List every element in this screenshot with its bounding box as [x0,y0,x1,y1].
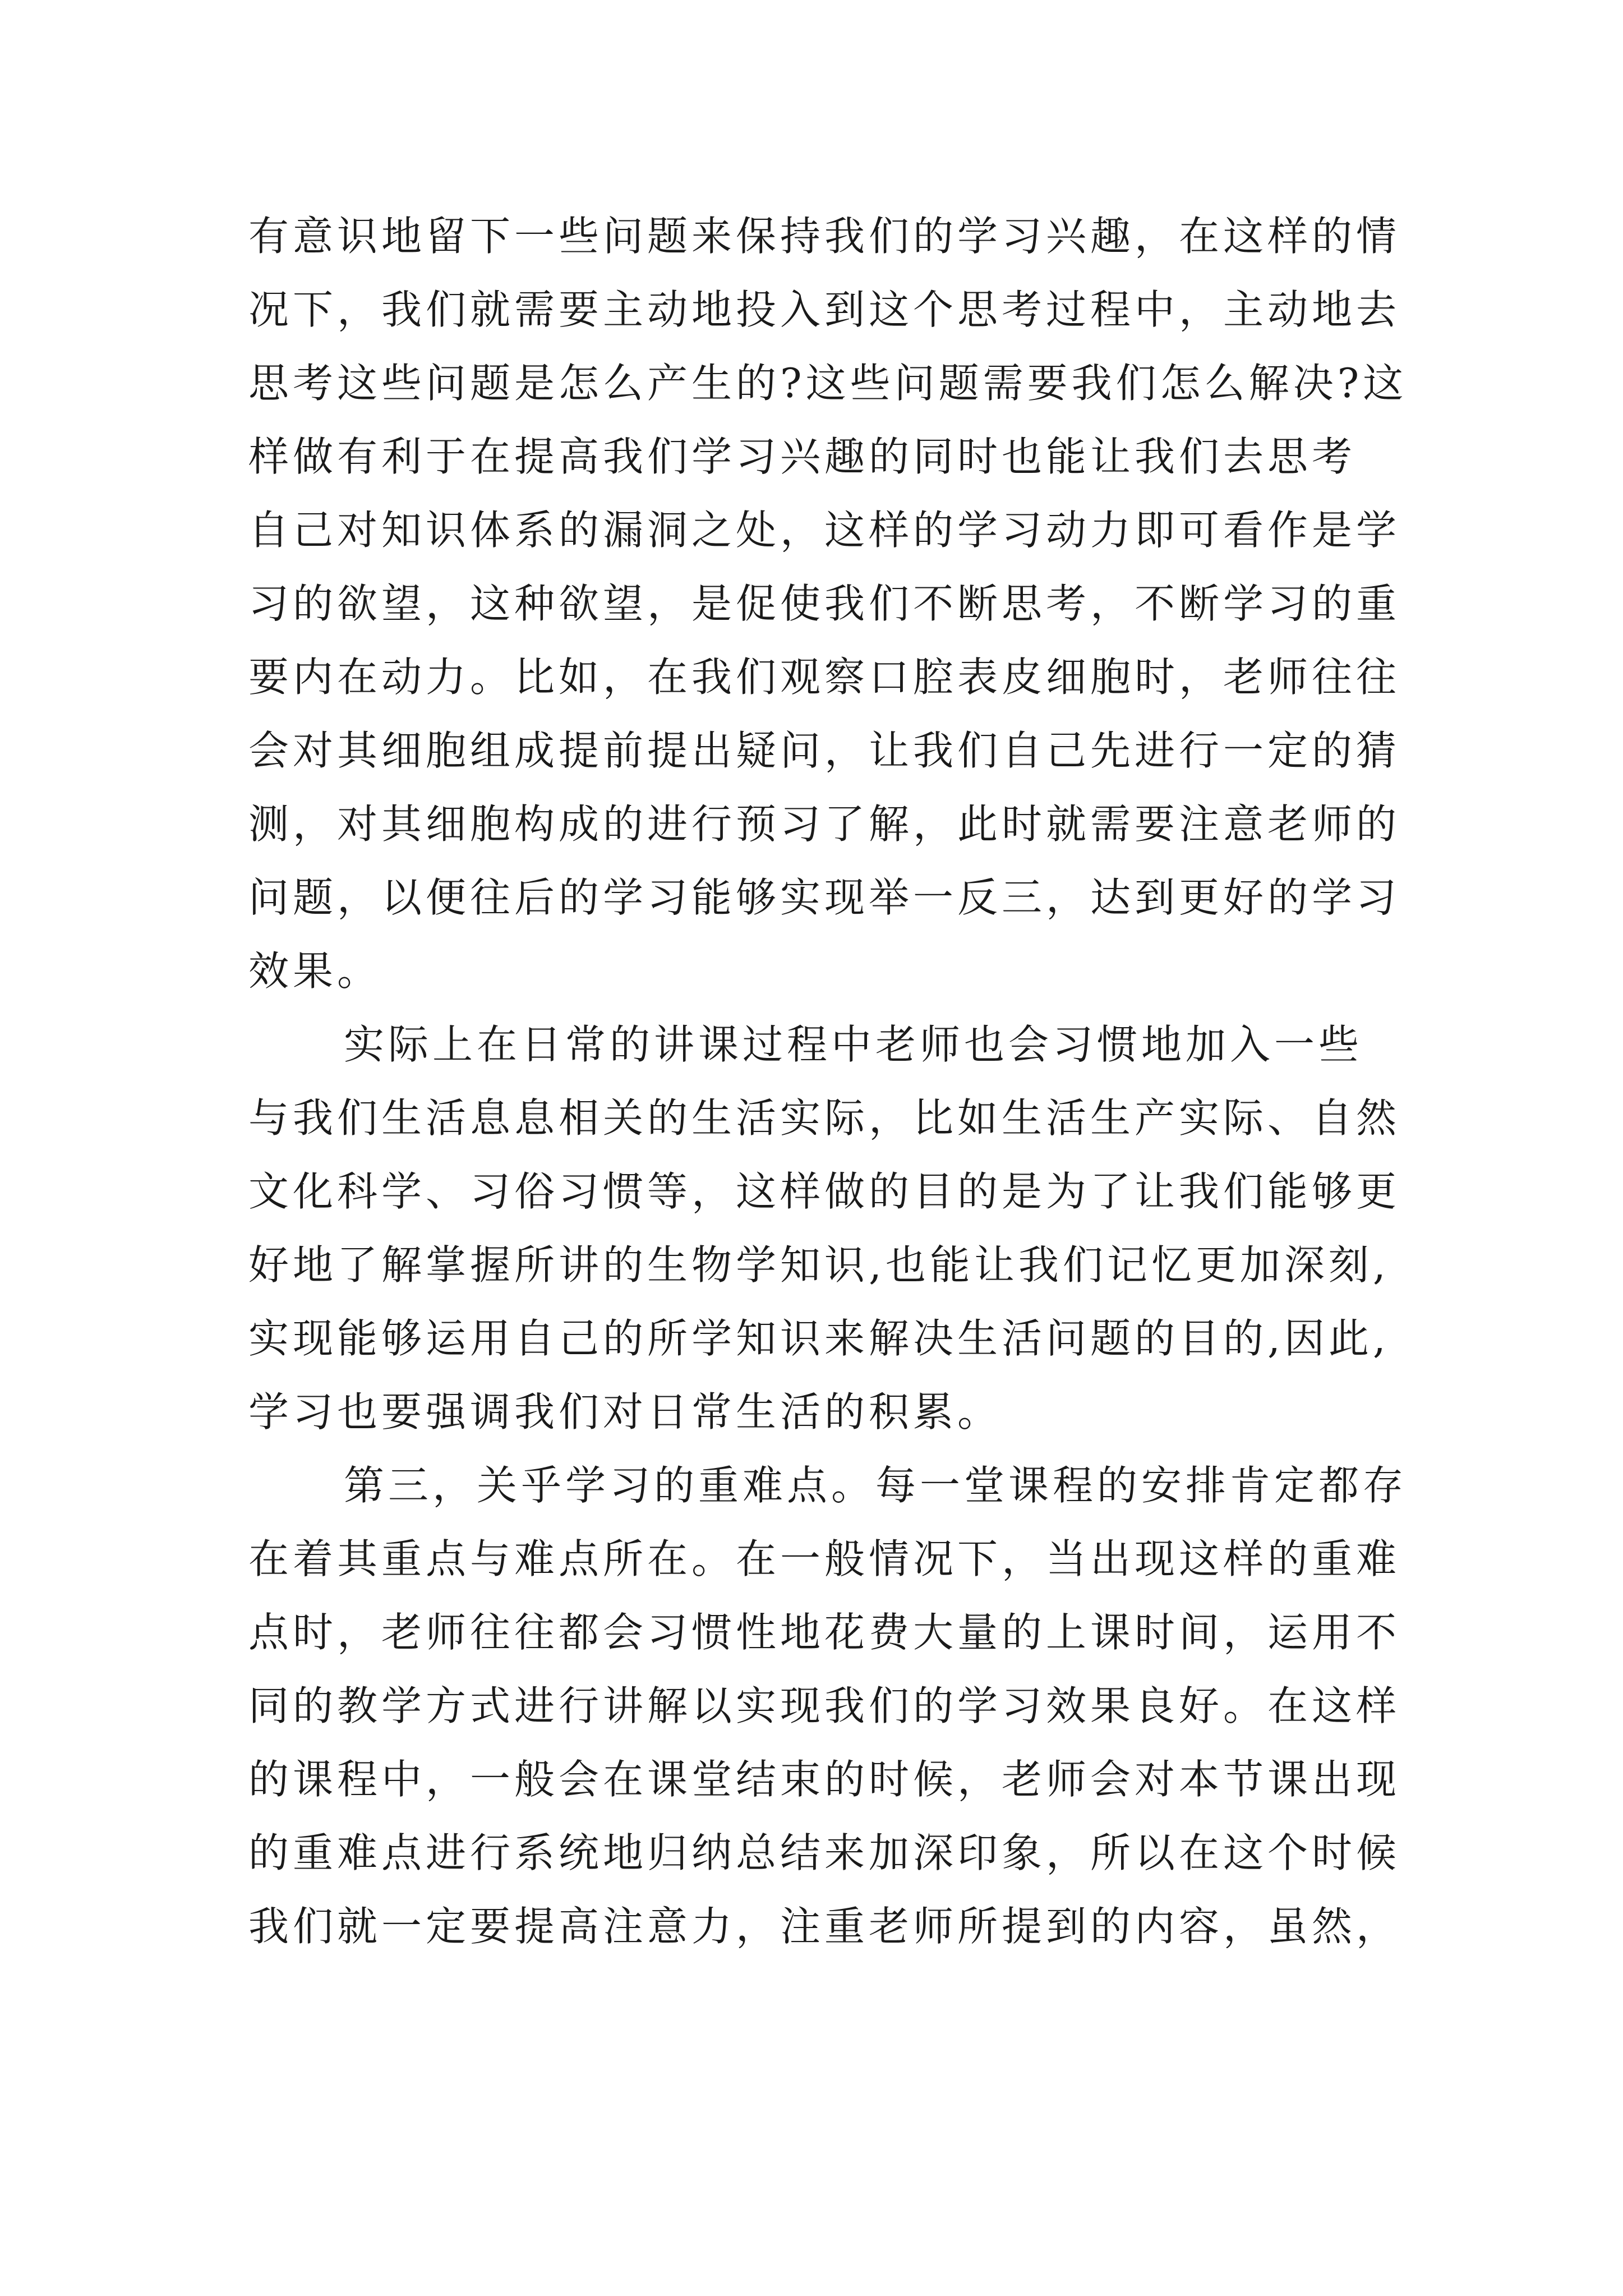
text-line: 第三，关乎学习的重难点。每一堂课程的安排肯定都存 [344,1462,1408,1509]
text-line: 测，对其细胞构成的进行预习了解，此时就需要注意老师的 [248,800,1401,848]
text-line: 在着其重点与难点所在。在一般情况下，当出现这样的重难 [248,1535,1401,1582]
text-line: 效果。 [248,947,382,995]
text-line: 思考这些问题是怎么产生的?这些问题需要我们怎么解决?这 [248,360,1408,407]
text-line: 同的教学方式进行讲解以实现我们的学习效果良好。在这样 [248,1682,1401,1729]
text-line: 的重难点进行系统地归纳总结来加深印象，所以在这个时候 [248,1829,1401,1876]
text-line: 的课程中，一般会在课堂结束的时候，老师会对本节课出现 [248,1756,1401,1803]
text-line: 实现能够运用自己的所学知识来解决生活问题的目的,因此, [248,1315,1390,1362]
text-line: 与我们生活息息相关的生活实际，比如生活生产实际、自然 [248,1094,1401,1142]
text-line: 会对其细胞组成提前提出疑问，让我们自己先进行一定的猜 [248,727,1401,774]
text-line: 学习也要强调我们对日常生活的积累。 [248,1388,1002,1435]
text-line: 习的欲望，这种欲望，是促使我们不断思考，不断学习的重 [248,580,1401,627]
text-line: 样做有利于在提高我们学习兴趣的同时也能让我们去思考 [248,433,1357,480]
text-line: 问题，以便往后的学习能够实现举一反三，达到更好的学习 [248,874,1401,921]
text-line: 文化科学、习俗习惯等，这样做的目的是为了让我们能够更 [248,1168,1401,1215]
text-line: 况下，我们就需要主动地投入到这个思考过程中，主动地去 [248,286,1401,333]
text-line: 好地了解掌握所讲的生物学知识,也能让我们记忆更加深刻, [248,1241,1390,1289]
body-text [248,200,1415,1963]
text-line: 自己对知识体系的漏洞之处，这样的学习动力即可看作是学 [248,507,1401,554]
text-line: 有意识地留下一些问题来保持我们的学习兴趣，在这样的情 [248,213,1401,260]
text-line: 实际上在日常的讲课过程中老师也会习惯地加入一些 [344,1021,1363,1068]
text-line: 要内在动力。比如，在我们观察口腔表皮细胞时，老师往往 [248,654,1401,701]
text-line: 我们就一定要提高注意力，注重老师所提到的内容，虽然， [248,1903,1401,1950]
text-line: 点时，老师往往都会习惯性地花费大量的上课时间，运用不 [248,1609,1401,1656]
